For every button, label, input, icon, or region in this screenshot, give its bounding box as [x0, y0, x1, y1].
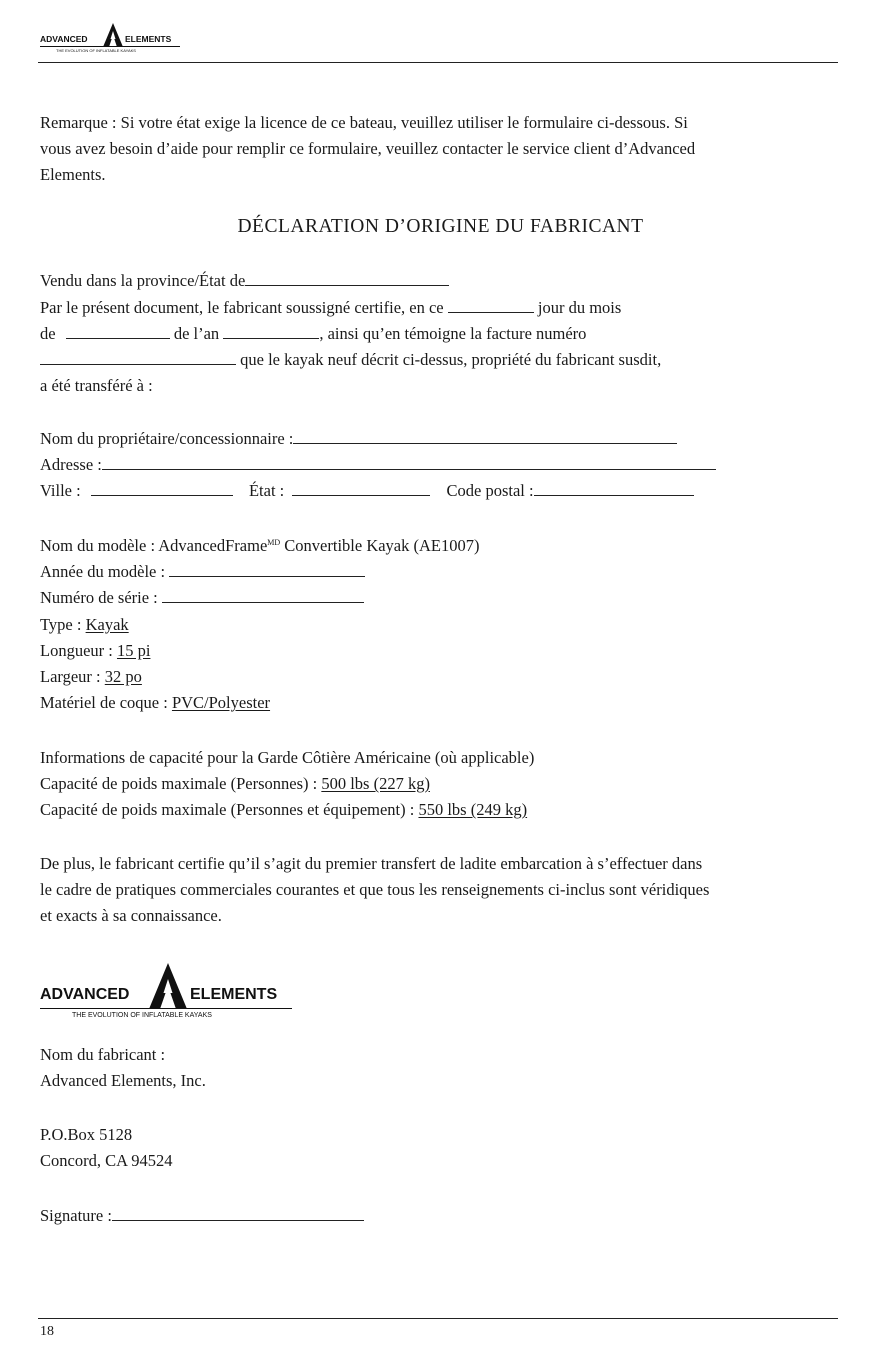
serial-label: Numéro de série :	[40, 588, 158, 607]
province-label: Vendu dans la province/État de	[40, 271, 246, 290]
trademark-sup: MD	[267, 538, 281, 547]
manufacturer-logo	[40, 962, 300, 1022]
postal-label: Code postal :	[446, 481, 534, 500]
model-name-label: Nom du modèle : AdvancedFrame	[40, 536, 268, 555]
type-value: Kayak	[85, 615, 129, 634]
province-line	[40, 268, 449, 294]
transferred-text: a été transféré à :	[40, 376, 153, 395]
owner-name-line	[40, 426, 677, 452]
invoice-line	[40, 347, 661, 373]
capacity-persons-value: 500 lbs (227 kg)	[321, 774, 430, 793]
logo-tagline: THE EVOLUTION OF INFLATABLE KAYAKS	[56, 48, 136, 53]
capacity-persons-line	[40, 771, 430, 797]
page-number: 18	[40, 1324, 54, 1339]
capacity-gear-value: 550 lbs (249 kg)	[418, 800, 528, 819]
type-label: Type :	[40, 615, 82, 634]
serial-line	[40, 585, 364, 611]
manufacturer-po-box: P.O.Box 5128	[40, 1125, 133, 1144]
kayak-text: que le kayak neuf décrit ci-dessus, propriété du fabricant susdit,	[240, 350, 662, 369]
header-rule	[38, 62, 838, 63]
address-line	[40, 452, 716, 478]
closing-line-2: le cadre de pratiques commerciales courantes et que tous les renseignements ci-inclus sont véridiques	[40, 880, 710, 899]
manufacturer-name: Advanced Elements, Inc.	[40, 1071, 206, 1090]
serial-field[interactable]	[162, 586, 364, 603]
de-text: de	[40, 324, 56, 343]
type-line	[40, 612, 129, 638]
certify-text: Par le présent document, le fabricant soussigné certifie, en ce	[40, 298, 444, 317]
intro-line-2: vous avez besoin d’aide pour remplir ce formulaire, veuillez contacter le service client d’Advanced	[40, 139, 696, 158]
month-field[interactable]	[66, 322, 170, 339]
footer-rule	[38, 1318, 838, 1319]
intro-line-3: Elements.	[40, 165, 106, 184]
year-field[interactable]	[223, 322, 319, 339]
length-label: Longueur :	[40, 641, 113, 660]
manufacturer-label: Nom du fabricant :	[40, 1045, 166, 1064]
postal-field[interactable]	[534, 479, 694, 496]
signature-line	[40, 1203, 364, 1229]
logo-a-mark-icon	[102, 22, 124, 48]
closing-line-3: et exacts à sa connaissance.	[40, 906, 222, 925]
invoice-number-field[interactable]	[40, 348, 236, 365]
logo-right-word: ELEMENTS	[125, 34, 172, 44]
logo-underline	[40, 1008, 292, 1009]
capacity-persons-label: Capacité de poids maximale (Personnes) :	[40, 774, 318, 793]
province-field[interactable]	[245, 269, 449, 286]
logo-a-mark-icon	[148, 962, 188, 1010]
year-text: de l’an	[173, 324, 220, 343]
intro-line-1: Remarque : Si votre état exige la licence de ce bateau, veuillez utiliser le formulaire ci-dessous. Si	[40, 113, 688, 132]
model-name-line	[40, 533, 480, 559]
manufacturer-city: Concord, CA 94524	[40, 1151, 173, 1170]
invoice-text: , ainsi qu’en témoigne la facture numéro	[319, 324, 587, 343]
city-label: Ville :	[40, 481, 81, 500]
model-year-field[interactable]	[169, 560, 365, 577]
capacity-gear-label: Capacité de poids maximale (Personnes et équipement) :	[40, 800, 415, 819]
owner-name-label: Nom du propriétaire/concessionnaire :	[40, 429, 294, 448]
model-name-rest: Convertible Kayak (AE1007)	[280, 536, 480, 555]
certify-line	[40, 295, 621, 321]
day-field[interactable]	[448, 296, 534, 313]
city-field[interactable]	[91, 479, 233, 496]
signature-label: Signature :	[40, 1206, 112, 1225]
logo-tagline: THE EVOLUTION OF INFLATABLE KAYAKS	[72, 1012, 212, 1019]
date-line	[40, 321, 586, 347]
signature-field[interactable]	[112, 1204, 364, 1221]
day-text: jour du mois	[537, 298, 622, 317]
logo-right-word: ELEMENTS	[190, 986, 278, 1003]
logo-left-word: ADVANCED	[40, 986, 130, 1003]
address-field[interactable]	[102, 453, 716, 470]
width-label: Largeur :	[40, 667, 101, 686]
header-logo	[40, 22, 185, 56]
page-title: DÉCLARATION D’ORIGINE DU FABRICANT	[237, 216, 644, 237]
hull-value: PVC/Polyester	[171, 693, 271, 712]
length-value: 15 pi	[116, 641, 151, 660]
logo-underline	[40, 46, 180, 47]
owner-name-field[interactable]	[293, 427, 677, 444]
state-field[interactable]	[292, 479, 430, 496]
width-value: 32 po	[104, 667, 142, 686]
hull-label: Matériel de coque :	[40, 693, 168, 712]
city-line	[40, 478, 694, 504]
model-year-line	[40, 559, 365, 585]
capacity-heading: Informations de capacité pour la Garde Côtière Américaine (où applicable)	[40, 748, 535, 767]
length-line	[40, 638, 150, 664]
logo-left-word: ADVANCED	[40, 34, 88, 44]
closing-line-1: De plus, le fabricant certifie qu’il s’agit du premier transfert de ladite embarcation à s’effectuer dans	[40, 854, 703, 873]
width-line	[40, 664, 142, 690]
hull-line	[40, 690, 270, 716]
address-label: Adresse :	[40, 455, 102, 474]
state-label: État :	[248, 481, 285, 500]
model-year-label: Année du modèle :	[40, 562, 166, 581]
capacity-gear-line	[40, 797, 527, 823]
